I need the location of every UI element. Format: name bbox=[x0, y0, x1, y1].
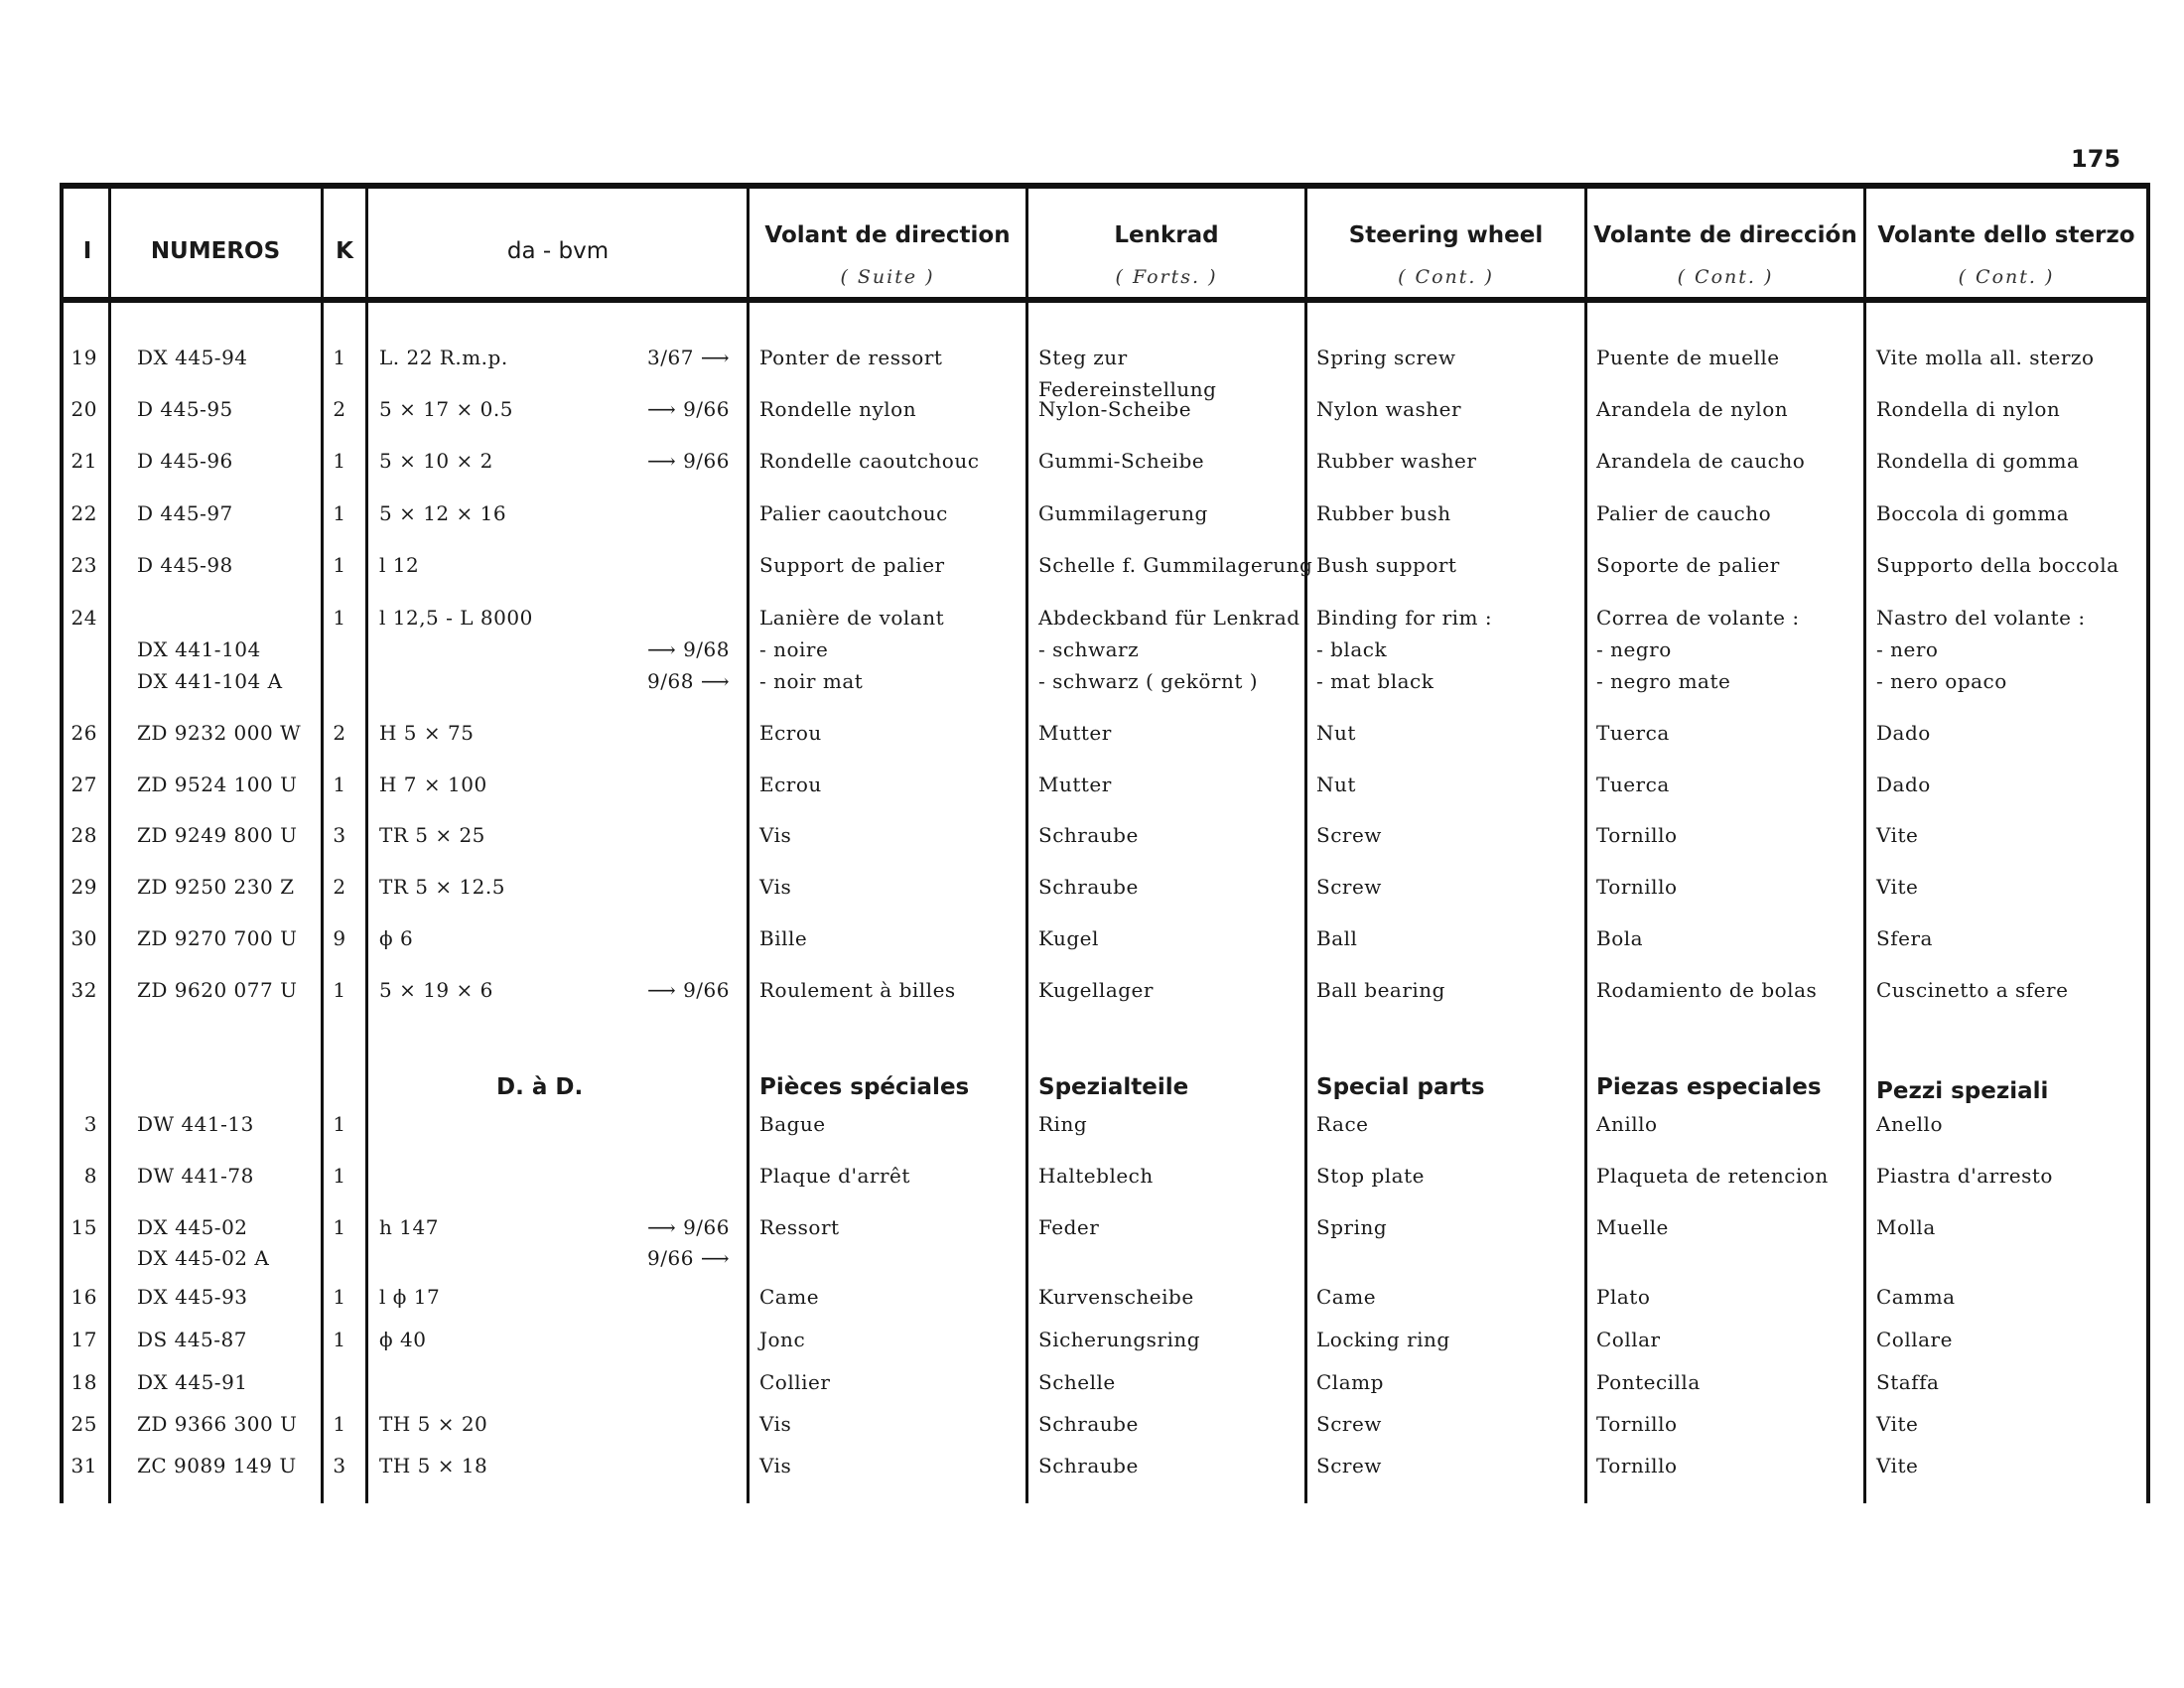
dimensions: h 147 bbox=[379, 1215, 439, 1239]
desc-it: Camma bbox=[1876, 1285, 1956, 1309]
item-index: 23 bbox=[70, 553, 97, 577]
header-dims: da - bvm bbox=[506, 238, 610, 264]
quantity: 1 bbox=[333, 1215, 346, 1239]
part-number: DX 445-94 bbox=[137, 346, 248, 369]
item-index: 8 bbox=[83, 1164, 97, 1188]
desc-fr: Collier bbox=[759, 1370, 831, 1394]
dimensions: TH 5 × 18 bbox=[379, 1454, 488, 1477]
desc-fr: Lanière de volant bbox=[759, 606, 945, 630]
section-it: Pezzi speziali bbox=[1876, 1078, 2049, 1104]
item-index: 26 bbox=[70, 721, 97, 745]
quantity: 1 bbox=[333, 501, 346, 525]
header-es-sub: ( Cont. ) bbox=[1677, 266, 1774, 288]
part-number: ZD 9270 700 U bbox=[137, 926, 298, 950]
desc-es: Pontecilla bbox=[1596, 1370, 1701, 1394]
table-row bbox=[0, 1454, 2184, 1493]
desc-es: Tuerca bbox=[1596, 773, 1670, 796]
item-index: 25 bbox=[70, 1412, 97, 1436]
desc-it: Vite bbox=[1876, 875, 1919, 899]
desc-it: Vite bbox=[1876, 1454, 1919, 1477]
desc-fr: Support de palier bbox=[759, 553, 945, 577]
desc-fr: Bague bbox=[759, 1112, 826, 1136]
item-index: 3 bbox=[83, 1112, 97, 1136]
desc-es: Soporte de palier bbox=[1596, 553, 1780, 577]
quantity: 2 bbox=[333, 721, 346, 745]
desc-it: Vite molla all. sterzo bbox=[1876, 346, 2095, 369]
part-number: D 445-97 bbox=[137, 501, 233, 525]
desc-it: - nero bbox=[1876, 637, 1939, 661]
desc-en: Ball bbox=[1316, 926, 1358, 950]
desc-de: Halteblech bbox=[1038, 1164, 1154, 1188]
item-index: 28 bbox=[70, 823, 97, 847]
desc-fr: Vis bbox=[759, 1412, 792, 1436]
dimensions: H 7 × 100 bbox=[379, 773, 487, 796]
desc-fr: Ressort bbox=[759, 1215, 840, 1239]
part-number: D 445-95 bbox=[137, 397, 233, 421]
desc-fr: Came bbox=[759, 1285, 820, 1309]
desc-en: Spring screw bbox=[1316, 346, 1456, 369]
header-en-title: Steering wheel bbox=[1348, 222, 1544, 248]
header-de-title: Lenkrad bbox=[1114, 222, 1219, 248]
date-range: 9/68 ⟶ bbox=[647, 669, 730, 693]
section-fr: Pièces spéciales bbox=[759, 1074, 970, 1100]
item-index: 20 bbox=[70, 397, 97, 421]
desc-es: - negro mate bbox=[1596, 669, 1731, 693]
desc-it: Piastra d'arresto bbox=[1876, 1164, 2053, 1188]
quantity: 2 bbox=[333, 875, 346, 899]
date-range: ⟶ 9/66 bbox=[647, 449, 730, 473]
part-number: ZD 9232 000 W bbox=[137, 721, 302, 745]
table-row bbox=[0, 669, 2184, 709]
desc-fr: Rondelle caoutchouc bbox=[759, 449, 980, 473]
desc-en: Screw bbox=[1316, 1412, 1382, 1436]
desc-de: Schelle f. Gummilagerung bbox=[1038, 553, 1313, 577]
desc-en: Race bbox=[1316, 1112, 1369, 1136]
dimensions: 5 × 10 × 2 bbox=[379, 449, 493, 473]
desc-es: Muelle bbox=[1596, 1215, 1669, 1239]
desc-en: Rubber bush bbox=[1316, 501, 1451, 525]
desc-fr: - noir mat bbox=[759, 669, 864, 693]
desc-it: Dado bbox=[1876, 773, 1931, 796]
quantity: 1 bbox=[333, 346, 346, 369]
desc-es: Tornillo bbox=[1596, 1454, 1678, 1477]
desc-es: - negro bbox=[1596, 637, 1672, 661]
desc-es: Plato bbox=[1596, 1285, 1651, 1309]
item-index: 27 bbox=[70, 773, 97, 796]
item-index: 31 bbox=[70, 1454, 97, 1477]
desc-de: - schwarz bbox=[1038, 637, 1140, 661]
table-row bbox=[0, 1164, 2184, 1203]
quantity: 1 bbox=[333, 1164, 346, 1188]
desc-de: Schraube bbox=[1038, 1454, 1139, 1477]
desc-fr: Ecrou bbox=[759, 773, 822, 796]
table-row bbox=[0, 1246, 2184, 1286]
desc-it: Boccola di gomma bbox=[1876, 501, 2070, 525]
desc-en: Nylon washer bbox=[1316, 397, 1462, 421]
quantity: 1 bbox=[333, 1412, 346, 1436]
quantity: 1 bbox=[333, 1112, 346, 1136]
quantity: 1 bbox=[333, 1285, 346, 1309]
desc-de: Kugel bbox=[1038, 926, 1099, 950]
table-row bbox=[0, 501, 2184, 541]
desc-es: Bola bbox=[1596, 926, 1644, 950]
dimensions: TR 5 × 25 bbox=[379, 823, 485, 847]
header-rule bbox=[64, 297, 2146, 303]
quantity: 1 bbox=[333, 773, 346, 796]
quantity: 1 bbox=[333, 1328, 346, 1351]
desc-it: Nastro del volante : bbox=[1876, 606, 2086, 630]
quantity: 3 bbox=[333, 1454, 346, 1477]
desc-fr: Vis bbox=[759, 823, 792, 847]
desc-en: Stop plate bbox=[1316, 1164, 1425, 1188]
part-number: ZD 9620 077 U bbox=[137, 978, 298, 1002]
desc-de: Schraube bbox=[1038, 875, 1139, 899]
desc-en: Nut bbox=[1316, 773, 1356, 796]
item-index: 32 bbox=[70, 978, 97, 1002]
header-de-sub: ( Forts. ) bbox=[1115, 266, 1218, 288]
desc-en: Clamp bbox=[1316, 1370, 1384, 1394]
desc-fr: Vis bbox=[759, 875, 792, 899]
desc-en: Nut bbox=[1316, 721, 1356, 745]
part-number: DX 445-93 bbox=[137, 1285, 248, 1309]
desc-es: Tuerca bbox=[1596, 721, 1670, 745]
desc-es: Tornillo bbox=[1596, 823, 1678, 847]
part-number: DW 441-78 bbox=[137, 1164, 254, 1188]
desc-de: Nylon-Scheibe bbox=[1038, 397, 1192, 421]
desc-fr: Ponter de ressort bbox=[759, 346, 943, 369]
desc-en: - black bbox=[1316, 637, 1388, 661]
quantity: 3 bbox=[333, 823, 346, 847]
part-number: ZD 9250 230 Z bbox=[137, 875, 295, 899]
header-k: K bbox=[336, 238, 353, 264]
desc-fr: Roulement à billes bbox=[759, 978, 956, 1002]
desc-es: Plaqueta de retencion bbox=[1596, 1164, 1829, 1188]
date-range: ⟶ 9/66 bbox=[647, 397, 730, 421]
desc-fr: Plaque d'arrêt bbox=[759, 1164, 910, 1188]
desc-fr: Palier caoutchouc bbox=[759, 501, 948, 525]
quantity: 2 bbox=[333, 397, 346, 421]
table-row bbox=[0, 397, 2184, 437]
quantity: 1 bbox=[333, 978, 346, 1002]
dimensions: 5 × 12 × 16 bbox=[379, 501, 507, 525]
part-number: DX 445-02 A bbox=[137, 1246, 270, 1270]
table-row bbox=[0, 926, 2184, 966]
quantity: 9 bbox=[333, 926, 346, 950]
dimensions: l 12 bbox=[379, 553, 420, 577]
item-index: 30 bbox=[70, 926, 97, 950]
header-fr-sub: ( Suite ) bbox=[840, 266, 935, 288]
dimensions: L. 22 R.m.p. bbox=[379, 346, 508, 369]
table-row bbox=[0, 978, 2184, 1018]
part-number: ZC 9089 149 U bbox=[137, 1454, 297, 1477]
desc-en: Rubber washer bbox=[1316, 449, 1477, 473]
desc-de: Schelle bbox=[1038, 1370, 1116, 1394]
desc-en: Spring bbox=[1316, 1215, 1388, 1239]
section-en: Special parts bbox=[1316, 1074, 1485, 1100]
desc-de: Schraube bbox=[1038, 823, 1139, 847]
desc-it: Collare bbox=[1876, 1328, 1953, 1351]
table-row bbox=[0, 1370, 2184, 1410]
dimensions: TH 5 × 20 bbox=[379, 1412, 488, 1436]
dimensions: H 5 × 75 bbox=[379, 721, 475, 745]
part-number: ZD 9249 800 U bbox=[137, 823, 298, 847]
part-number: DX 441-104 A bbox=[137, 669, 283, 693]
desc-fr: Bille bbox=[759, 926, 808, 950]
desc-de: - schwarz ( gekörnt ) bbox=[1038, 669, 1259, 693]
desc-en: Came bbox=[1316, 1285, 1377, 1309]
header-fr-title: Volant de direction bbox=[764, 222, 1011, 248]
date-range: 3/67 ⟶ bbox=[647, 346, 730, 369]
dimensions: ϕ 40 bbox=[379, 1328, 427, 1351]
desc-es: Puente de muelle bbox=[1596, 346, 1780, 369]
quantity: 1 bbox=[333, 449, 346, 473]
desc-it: Anello bbox=[1876, 1112, 1943, 1136]
part-number: D 445-98 bbox=[137, 553, 233, 577]
desc-en: - mat black bbox=[1316, 669, 1434, 693]
header-numeros: NUMEROS bbox=[150, 238, 281, 264]
dimensions: l ϕ 17 bbox=[379, 1285, 441, 1309]
table-row bbox=[0, 721, 2184, 761]
desc-es: Tornillo bbox=[1596, 875, 1678, 899]
desc-es: Arandela de caucho bbox=[1596, 449, 1806, 473]
date-range: ⟶ 9/68 bbox=[647, 637, 730, 661]
item-index: 17 bbox=[70, 1328, 97, 1351]
desc-es: Arandela de nylon bbox=[1596, 397, 1789, 421]
desc-en: Binding for rim : bbox=[1316, 606, 1493, 630]
table-row bbox=[0, 875, 2184, 914]
desc-de: Ring bbox=[1038, 1112, 1088, 1136]
desc-en: Screw bbox=[1316, 1454, 1382, 1477]
item-index: 29 bbox=[70, 875, 97, 899]
desc-es: Palier de caucho bbox=[1596, 501, 1772, 525]
date-range: 9/66 ⟶ bbox=[647, 1246, 730, 1270]
date-range: ⟶ 9/66 bbox=[647, 978, 730, 1002]
quantity: 1 bbox=[333, 553, 346, 577]
header-es-title: Volante de dirección bbox=[1593, 222, 1857, 248]
part-number: ZD 9366 300 U bbox=[137, 1412, 298, 1436]
desc-it: Cuscinetto a sfere bbox=[1876, 978, 2069, 1002]
date-range: ⟶ 9/66 bbox=[647, 1215, 730, 1239]
table-row bbox=[0, 449, 2184, 489]
desc-it: Supporto della boccola bbox=[1876, 553, 2119, 577]
desc-es: Anillo bbox=[1596, 1112, 1658, 1136]
desc-it: Staffa bbox=[1876, 1370, 1940, 1394]
part-number: ZD 9524 100 U bbox=[137, 773, 298, 796]
section-de: Spezialteile bbox=[1038, 1074, 1189, 1100]
desc-de: Gummi-Scheibe bbox=[1038, 449, 1205, 473]
desc-de: Gummilagerung bbox=[1038, 501, 1208, 525]
part-number: DW 441-13 bbox=[137, 1112, 254, 1136]
desc-fr: Jonc bbox=[759, 1328, 806, 1351]
item-index: 15 bbox=[70, 1215, 97, 1239]
dimensions: 5 × 19 × 6 bbox=[379, 978, 493, 1002]
desc-de: Sicherungsring bbox=[1038, 1328, 1201, 1351]
desc-es: Rodamiento de bolas bbox=[1596, 978, 1818, 1002]
desc-de: Mutter bbox=[1038, 721, 1112, 745]
desc-fr: Ecrou bbox=[759, 721, 822, 745]
dimensions: 5 × 17 × 0.5 bbox=[379, 397, 513, 421]
table-row bbox=[0, 1112, 2184, 1152]
part-number: DX 445-02 bbox=[137, 1215, 248, 1239]
desc-de: Kurvenscheibe bbox=[1038, 1285, 1194, 1309]
quantity: 1 bbox=[333, 606, 346, 630]
part-number: DS 445-87 bbox=[137, 1328, 247, 1351]
header-en-sub: ( Cont. ) bbox=[1398, 266, 1494, 288]
item-index: 16 bbox=[70, 1285, 97, 1309]
desc-de: Feder bbox=[1038, 1215, 1100, 1239]
part-number: DX 445-91 bbox=[137, 1370, 248, 1394]
desc-de: Abdeckband für Lenkrad bbox=[1038, 606, 1300, 630]
section-es: Piezas especiales bbox=[1596, 1074, 1822, 1100]
part-number: D 445-96 bbox=[137, 449, 233, 473]
table-row bbox=[0, 553, 2184, 593]
desc-fr: - noire bbox=[759, 637, 829, 661]
row-19-de-line2: Federeinstellung bbox=[1038, 377, 1217, 401]
dimensions: TR 5 × 12.5 bbox=[379, 875, 505, 899]
desc-it: Vite bbox=[1876, 1412, 1919, 1436]
desc-fr: Vis bbox=[759, 1454, 792, 1477]
desc-en: Bush support bbox=[1316, 553, 1457, 577]
header-index: I bbox=[82, 238, 92, 264]
header-it-title: Volante dello sterzo bbox=[1877, 222, 2135, 248]
part-number: DX 441-104 bbox=[137, 637, 261, 661]
dimensions: ϕ 6 bbox=[379, 926, 414, 950]
desc-en: Ball bearing bbox=[1316, 978, 1445, 1002]
desc-de: Steg zur bbox=[1038, 346, 1128, 369]
desc-it: Rondella di gomma bbox=[1876, 449, 2080, 473]
desc-es: Tornillo bbox=[1596, 1412, 1678, 1436]
section-dims: D. à D. bbox=[496, 1074, 584, 1100]
desc-it: Molla bbox=[1876, 1215, 1936, 1239]
desc-it: Sfera bbox=[1876, 926, 1933, 950]
desc-es: Collar bbox=[1596, 1328, 1661, 1351]
header-it-sub: ( Cont. ) bbox=[1958, 266, 2055, 288]
desc-de: Kugellager bbox=[1038, 978, 1154, 1002]
dimensions: l 12,5 - L 8000 bbox=[379, 606, 533, 630]
table-row bbox=[0, 1328, 2184, 1367]
item-index: 22 bbox=[70, 501, 97, 525]
page-number: 175 bbox=[2071, 145, 2121, 173]
desc-es: Correa de volante : bbox=[1596, 606, 1800, 630]
table-row bbox=[0, 773, 2184, 812]
desc-en: Locking ring bbox=[1316, 1328, 1450, 1351]
item-index: 24 bbox=[70, 606, 97, 630]
table-row bbox=[0, 823, 2184, 863]
desc-fr: Rondelle nylon bbox=[759, 397, 917, 421]
item-index: 19 bbox=[70, 346, 97, 369]
desc-de: Schraube bbox=[1038, 1412, 1139, 1436]
table-row bbox=[0, 1412, 2184, 1452]
desc-en: Screw bbox=[1316, 875, 1382, 899]
desc-en: Screw bbox=[1316, 823, 1382, 847]
desc-it: Rondella di nylon bbox=[1876, 397, 2061, 421]
desc-it: - nero opaco bbox=[1876, 669, 2007, 693]
item-index: 18 bbox=[70, 1370, 97, 1394]
desc-it: Vite bbox=[1876, 823, 1919, 847]
desc-de: Mutter bbox=[1038, 773, 1112, 796]
item-index: 21 bbox=[70, 449, 97, 473]
table-row bbox=[0, 1285, 2184, 1325]
desc-it: Dado bbox=[1876, 721, 1931, 745]
